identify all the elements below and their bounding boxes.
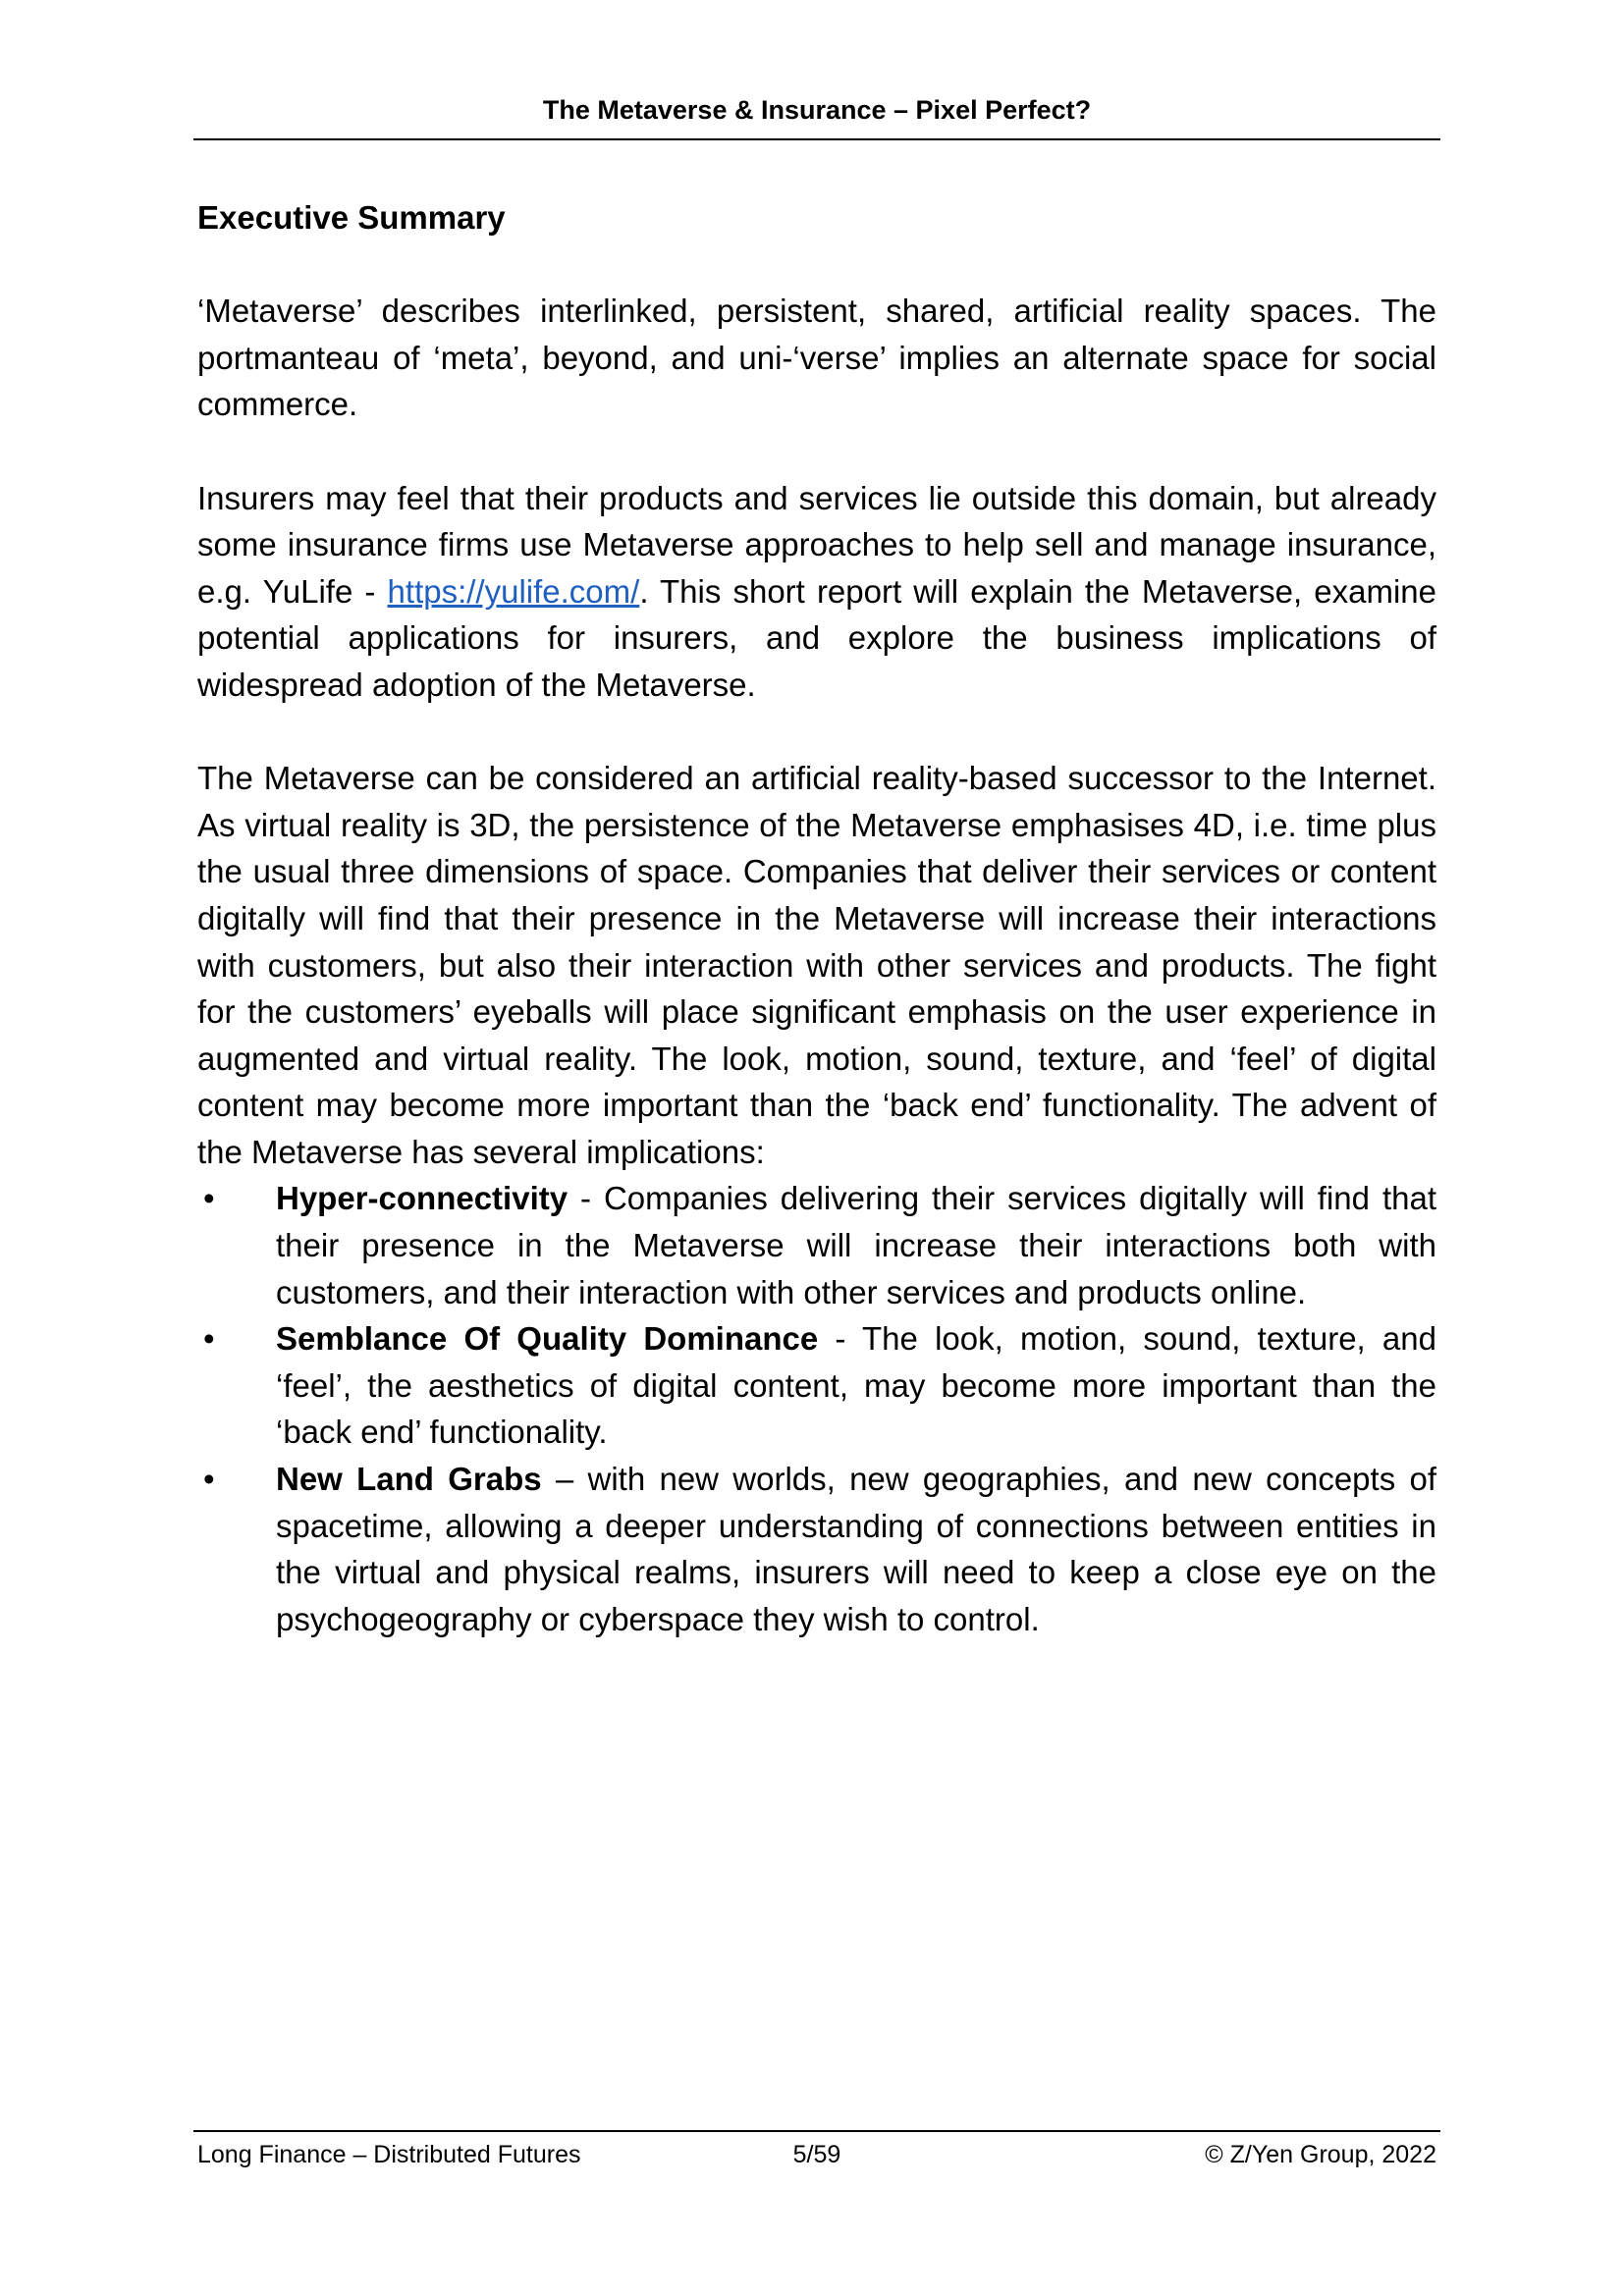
footer-divider [193, 2130, 1440, 2132]
insurers-paragraph-text: Insurers may feel that their products and services lie outside this domain, but already some insurance firms use Metaverse approaches to help sell and manage insurance, e.g. YuLife - [197, 479, 1436, 610]
bullet-term: Semblance Of Quality Dominance [276, 1320, 819, 1358]
bullet-icon: • [203, 1461, 215, 1498]
bullet-text: - The look, motion, sound, texture, and ‘feel’, the aesthetics of digital content, may become more important than the ‘back end’ functionality. [276, 1320, 1436, 1451]
yulife-link[interactable]: https://yulife.com/ [387, 572, 640, 610]
footer-copyright: © Z/Yen Group, 2022 [1205, 2141, 1436, 2168]
bullet-text: - Companies delivering their services digitally will find that their presence in the Metaverse will increase their interactions both with customers, and their interaction with other services and products online. [276, 1180, 1436, 1310]
page-number: 5/59 [792, 2141, 841, 2168]
implications-list [197, 1175, 1436, 1642]
bullet-icon: • [203, 1320, 215, 1358]
insurers-paragraph-text-continued: . This short report will explain the Metaverse, examine potential applications for insurers, and explore the business implications of widespread adoption of the Metaverse. [197, 572, 1436, 703]
running-header: The Metaverse & Insurance – Pixel Perfect? [542, 95, 1092, 125]
bullet-term: Hyper-connectivity [276, 1180, 568, 1217]
bullet-icon: • [203, 1180, 215, 1217]
bullet-term: New Land Grabs [276, 1461, 542, 1498]
list-item [197, 1175, 1436, 1315]
list-item [197, 1315, 1436, 1456]
main-content [197, 194, 1436, 1642]
successor-paragraph: The Metaverse can be considered an artificial reality-based successor to the Internet. As virtual reality is 3D, the persistence of the Metaverse emphasises 4D, i.e. time plus the usual three dimensions of space. Companies that deliver their services or content digitally will find that their presence in the Metaverse will increase their interactions with customers, but also their interaction with other services and products. The fight for the customers’ eyeballs will place significant emphasis on the user experience in augmented and virtual reality. The look, motion, sound, texture, and ‘feel’ of digital content may become more important than the ‘back end’ functionality. The advent of the Metaverse has several implications: [197, 760, 1436, 1170]
page-footer [197, 2138, 1436, 2171]
intro-paragraph: ‘Metaverse’ describes interlinked, persistent, shared, artificial reality spaces. The portmanteau of ‘meta’, beyond, and uni-‘verse’ implies an alternate space for social commerce. [197, 293, 1436, 423]
insurers-paragraph [197, 475, 1436, 709]
footer-series: Long Finance – Distributed Futures [197, 2141, 581, 2168]
section-title: Executive Summary [197, 199, 506, 236]
header-divider [193, 138, 1440, 140]
bullet-text: – with new worlds, new geographies, and new concepts of spacetime, allowing a deeper understanding of connections between entities in the virtual and physical realms, insurers will need to keep a close eye on the psychogeography or cyberspace they wish to control. [276, 1461, 1437, 1637]
list-item [197, 1456, 1436, 1642]
